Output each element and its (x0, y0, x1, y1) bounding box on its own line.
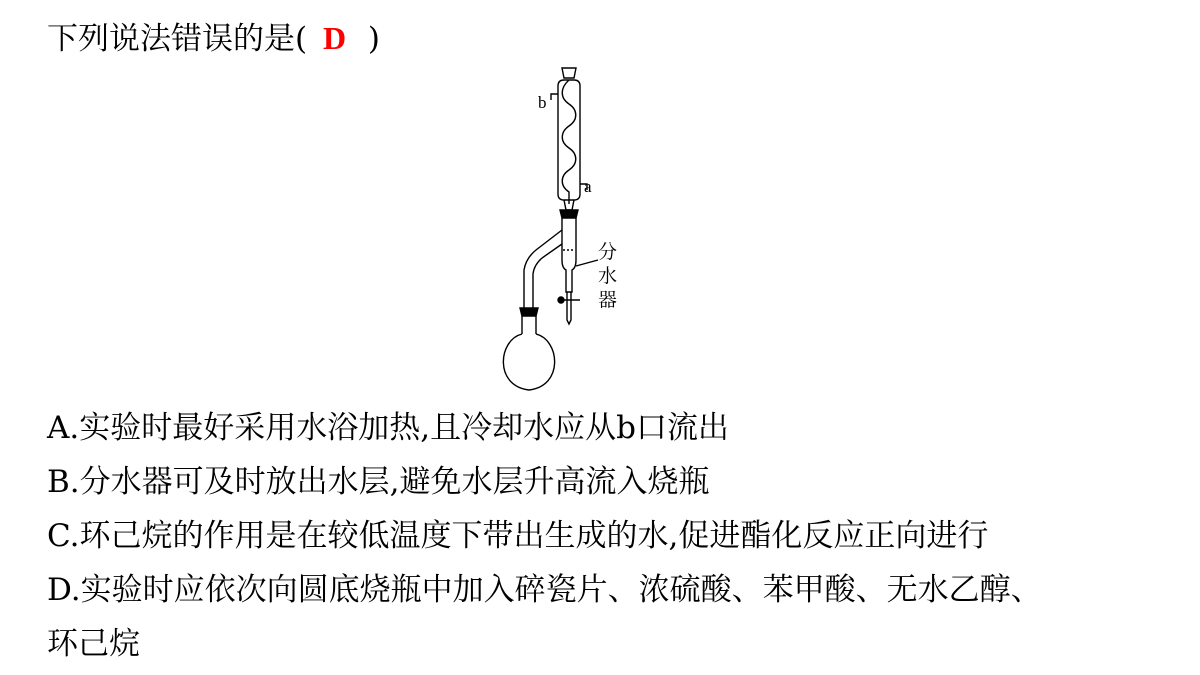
separator-label-2: 水 (598, 265, 618, 287)
separator-drip (567, 292, 571, 324)
separator-label-1: 分 (598, 241, 618, 263)
stopcock-knob (558, 297, 564, 303)
label-a: a (584, 177, 592, 196)
option-c: C.环己烷的作用是在较低温度下带出生成的水,促进酯化反应正向进行 (47, 518, 989, 554)
answer-letter: D (322, 20, 347, 56)
question-close-paren: ) (367, 21, 381, 57)
option-d-line-1: D.实验时应依次向圆底烧瓶中加入碎瓷片、浓硫酸、苯甲酸、无水乙醇、 (47, 572, 1042, 608)
question-text: 下列说法错误的是( (47, 21, 308, 57)
option-b: B.分水器可及时放出水层,避免水层升高流入烧瓶 (47, 464, 710, 500)
label-b: b (538, 93, 547, 112)
flask-stopper (520, 308, 538, 316)
inlet-b-tube (551, 94, 558, 100)
separator-leader-line (576, 260, 598, 266)
option-a: A.实验时最好采用水浴加热,且冷却水应从b口流出 (47, 410, 729, 446)
round-bottom-flask (503, 334, 554, 390)
option-d-line-2: 环己烷 (47, 626, 140, 662)
separator-label-3: 器 (598, 289, 618, 311)
question-stem (47, 18, 380, 59)
condenser-coil (562, 80, 576, 204)
condenser-top-stopper (562, 68, 576, 78)
condenser-jacket (558, 80, 580, 200)
distillation-apparatus-diagram (480, 60, 660, 395)
side-arm (524, 230, 562, 310)
joint-stopper (560, 210, 578, 218)
separator-column (562, 218, 576, 292)
